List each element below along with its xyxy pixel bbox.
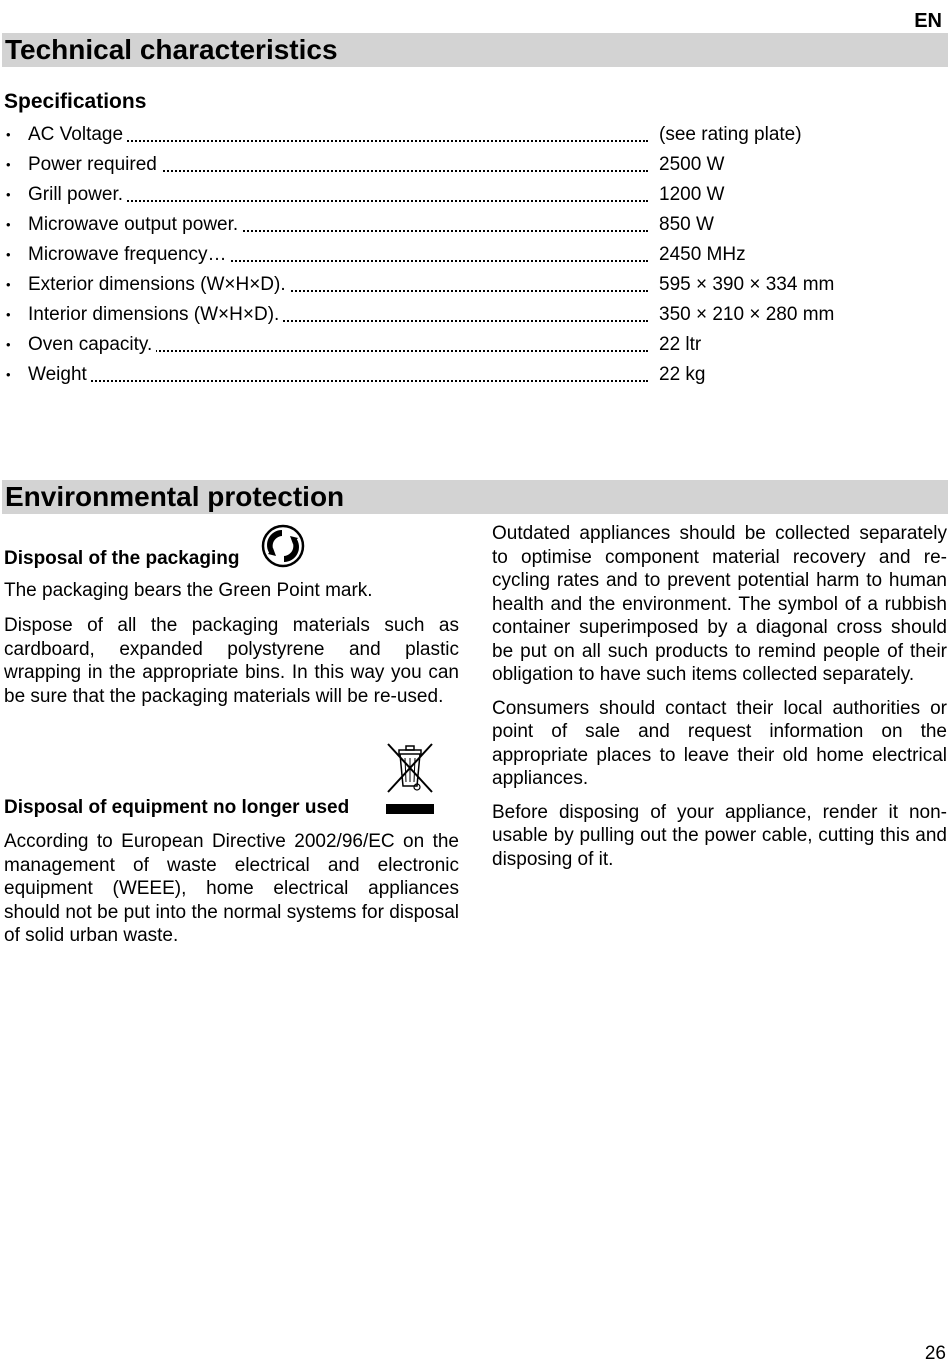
spec-label	[28, 270, 648, 300]
spec-row	[0, 270, 950, 300]
spec-label	[28, 240, 648, 270]
bullet-icon: •	[6, 277, 11, 292]
spec-value: 350 × 210 × 280 mm	[659, 304, 835, 325]
section-title-technical: Technical characteristics	[2, 33, 948, 67]
spec-row	[0, 210, 950, 240]
crossed-out-bin-icon	[382, 740, 438, 796]
bullet-icon: •	[6, 217, 11, 232]
right-paragraph-2: Consumers should contact their local authorities or point of sale and request information on the appropriate places to leave their old home electrical appliances.	[492, 697, 947, 789]
weee-black-bar	[386, 804, 434, 814]
spec-row	[0, 300, 950, 330]
spec-row	[0, 150, 950, 180]
specifications-heading: Specifications	[4, 90, 147, 113]
spec-label-text: Weight	[28, 364, 91, 385]
spec-label-text: Power required	[28, 154, 161, 175]
spec-row	[0, 240, 950, 270]
spec-value: 850 W	[659, 214, 714, 235]
spec-label	[28, 150, 648, 180]
spec-label-text: Grill power.	[28, 184, 127, 205]
spec-value: 595 × 390 × 334 mm	[659, 274, 835, 295]
spec-label-text: Microwave output power.	[28, 214, 242, 235]
spec-value: 22 ltr	[659, 334, 702, 355]
spec-value: 2500 W	[659, 154, 725, 175]
bullet-icon: •	[6, 367, 11, 382]
bullet-icon: •	[6, 247, 11, 262]
right-column	[492, 522, 947, 871]
right-paragraph-1: Outdated appliances should be collected separately to optimise component material recovery and re-cycling rates and to prevent potential harm to human health and the environment. The symbol of a rubbish container superimposed by a diagonal cross should be put on all such products to remind people of their obligation to have such items collected separately.	[492, 523, 947, 685]
spec-label	[28, 120, 648, 150]
spec-label-text: Interior dimensions (W×H×D).	[28, 304, 283, 325]
spec-value: 1200 W	[659, 184, 725, 205]
spec-label	[28, 300, 648, 330]
bullet-icon: •	[6, 157, 11, 172]
spec-label	[28, 180, 648, 210]
green-point-icon	[260, 524, 306, 568]
specifications-list	[0, 120, 950, 390]
packaging-paragraph-1: The packaging bears the Green Point mark.	[4, 580, 373, 601]
dot-leader	[28, 380, 648, 382]
spec-label	[28, 330, 648, 360]
bullet-icon: •	[6, 187, 11, 202]
language-code: EN	[914, 10, 942, 32]
section-title-environment: Environmental protection	[2, 480, 948, 514]
spec-label-text: Exterior dimensions (W×H×D).	[28, 274, 290, 295]
spec-value: (see rating plate)	[659, 124, 802, 145]
equipment-paragraph-1: According to European Directive 2002/96/EC on the management of waste electrical and electronic equipment (WEEE), home electrical appliances should not be put into the normal systems for disposal of solid urban waste.	[4, 831, 459, 946]
spec-row	[0, 180, 950, 210]
bullet-icon: •	[6, 127, 11, 142]
spec-value: 22 kg	[659, 364, 706, 385]
equipment-heading-block	[4, 740, 459, 820]
equipment-heading: Disposal of equipment no longer used	[4, 797, 350, 818]
spec-label-text: Oven capacity.	[28, 334, 156, 355]
spec-value: 2450 MHz	[659, 244, 746, 265]
spec-row	[0, 330, 950, 360]
spec-row	[0, 360, 950, 390]
packaging-paragraph-2: Dispose of all the packaging materials such as cardboard, expanded polystyrene and plastic wrapping in the appropriate bins. In this way you can be sure that the packaging materials will be re-used.	[4, 615, 459, 707]
spec-row	[0, 120, 950, 150]
spec-label	[28, 210, 648, 240]
spec-label	[28, 360, 648, 390]
spec-label-text: AC Voltage	[28, 124, 127, 145]
bullet-icon: •	[6, 307, 11, 322]
packaging-heading-block	[4, 524, 459, 570]
spec-label-text: Microwave frequency…	[28, 244, 231, 265]
right-paragraph-3: Before disposing of your appliance, render it non-usable by pulling out the power cable, cutting this and disposing of it.	[492, 801, 947, 870]
bullet-icon: •	[6, 337, 11, 352]
page-number: 26	[924, 1343, 946, 1364]
packaging-heading: Disposal of the packaging	[4, 548, 240, 569]
